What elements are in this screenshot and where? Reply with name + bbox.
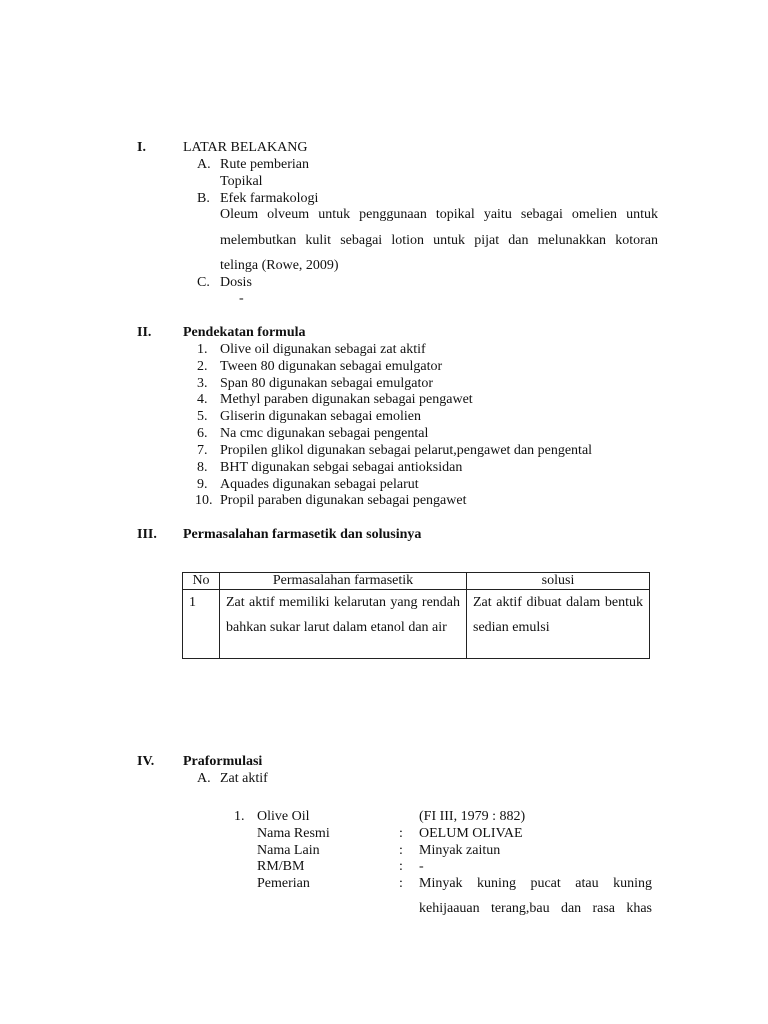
- formula-item-text: Olive oil digunakan sebagai zat aktif: [220, 342, 426, 357]
- formula-item-text: Methyl paraben digunakan sebagai pengawet: [220, 392, 473, 407]
- section-1-b-letter: B.: [197, 191, 210, 206]
- formula-item-number: 1.: [197, 342, 208, 357]
- formula-item-text: Propil paraben digunakan sebagai pengawet: [220, 493, 467, 508]
- table-header-problem: Permasalahan farmasetik: [220, 573, 467, 590]
- table-cell-solution: Zat aktif dibuat dalam bentuk sedian emulsi: [467, 590, 650, 659]
- field-value-nama-resmi: OELUM OLIVAE: [419, 826, 523, 841]
- field-colon: :: [399, 826, 403, 841]
- substance-name: Olive Oil: [257, 809, 310, 824]
- section-1-c-label: Dosis: [220, 275, 252, 290]
- table-cell-problem: Zat aktif memiliki kelarutan yang rendah bahkan sukar larut dalam etanol dan air: [220, 590, 467, 659]
- section-1-b-paragraph-line-3: telinga (Rowe, 2009): [220, 258, 339, 273]
- formula-item-text: Na cmc digunakan sebagai pengental: [220, 426, 429, 441]
- section-4-title: Praformulasi: [183, 754, 263, 769]
- section-1-a-value: Topikal: [220, 174, 263, 189]
- formula-item-number: 6.: [197, 426, 208, 441]
- formula-item-text: Propilen glikol digunakan sebagai pelarut,pengawet dan pengental: [220, 443, 593, 458]
- formula-item-number: 9.: [197, 477, 208, 492]
- formula-item-text: BHT digunakan sebgai sebagai antioksidan: [220, 460, 463, 475]
- formula-item-text: Gliserin digunakan sebagai emolien: [220, 409, 421, 424]
- section-3-number: III.: [137, 527, 157, 542]
- formula-item-text: Aquades digunakan sebagai pelarut: [220, 477, 419, 492]
- section-1-title: LATAR BELAKANG: [183, 140, 308, 155]
- section-1-b-paragraph-line-2: melembutkan kulit sebagai lotion untuk pijat dan melunakkan kotoran: [220, 233, 658, 248]
- section-1-c-letter: C.: [197, 275, 210, 290]
- formula-item-number: 4.: [197, 392, 208, 407]
- table-header-solution: solusi: [467, 573, 650, 590]
- field-value-nama-lain: Minyak zaitun: [419, 843, 501, 858]
- formula-item-text: Tween 80 digunakan sebagai emulgator: [220, 359, 443, 374]
- formula-item-text: Span 80 digunakan sebagai emulgator: [220, 376, 434, 391]
- section-2-title: Pendekatan formula: [183, 325, 306, 340]
- formula-item-number: 8.: [197, 460, 208, 475]
- formula-item-number: 3.: [197, 376, 208, 391]
- substance-reference: (FI III, 1979 : 882): [419, 809, 526, 824]
- formula-item-number: 2.: [197, 359, 208, 374]
- formula-item-number: 5.: [197, 409, 208, 424]
- section-3-title: Permasalahan farmasetik dan solusinya: [183, 527, 422, 542]
- field-colon: :: [399, 876, 403, 891]
- table-cell-no: 1: [183, 590, 220, 659]
- section-4-a-letter: A.: [197, 771, 211, 786]
- table-row: [183, 590, 650, 659]
- field-colon: :: [399, 859, 403, 874]
- section-1-b-paragraph-line-1: Oleum olveum untuk penggunaan topikal yaitu sebagai omelien untuk: [220, 207, 658, 222]
- field-value-rm-bm: -: [419, 859, 424, 874]
- table-header-no: No: [183, 573, 220, 590]
- section-1-c-value: -: [239, 291, 244, 306]
- field-label-nama-lain: Nama Lain: [257, 843, 320, 858]
- section-2-number: II.: [137, 325, 152, 340]
- formula-item-number: 10.: [195, 493, 213, 508]
- table-header-row: [183, 573, 650, 590]
- field-label-rm-bm: RM/BM: [257, 859, 305, 874]
- field-value-pemerian-line-2: kehijaauan terang,bau dan rasa khas: [419, 901, 652, 916]
- formula-item-number: 7.: [197, 443, 208, 458]
- field-label-pemerian: Pemerian: [257, 876, 310, 891]
- section-4-a-label: Zat aktif: [220, 771, 268, 786]
- section-1-a-letter: A.: [197, 157, 211, 172]
- section-1-b-label: Efek farmakologi: [220, 191, 319, 206]
- field-colon: :: [399, 843, 403, 858]
- section-4-number: IV.: [137, 754, 155, 769]
- field-value-pemerian-line-1: Minyak kuning pucat atau kuning: [419, 876, 652, 891]
- section-1-number: I.: [137, 140, 146, 155]
- field-label-nama-resmi: Nama Resmi: [257, 826, 330, 841]
- section-1-a-label: Rute pemberian: [220, 157, 310, 172]
- problem-solution-table: [182, 572, 650, 659]
- substance-item-number: 1.: [234, 809, 245, 824]
